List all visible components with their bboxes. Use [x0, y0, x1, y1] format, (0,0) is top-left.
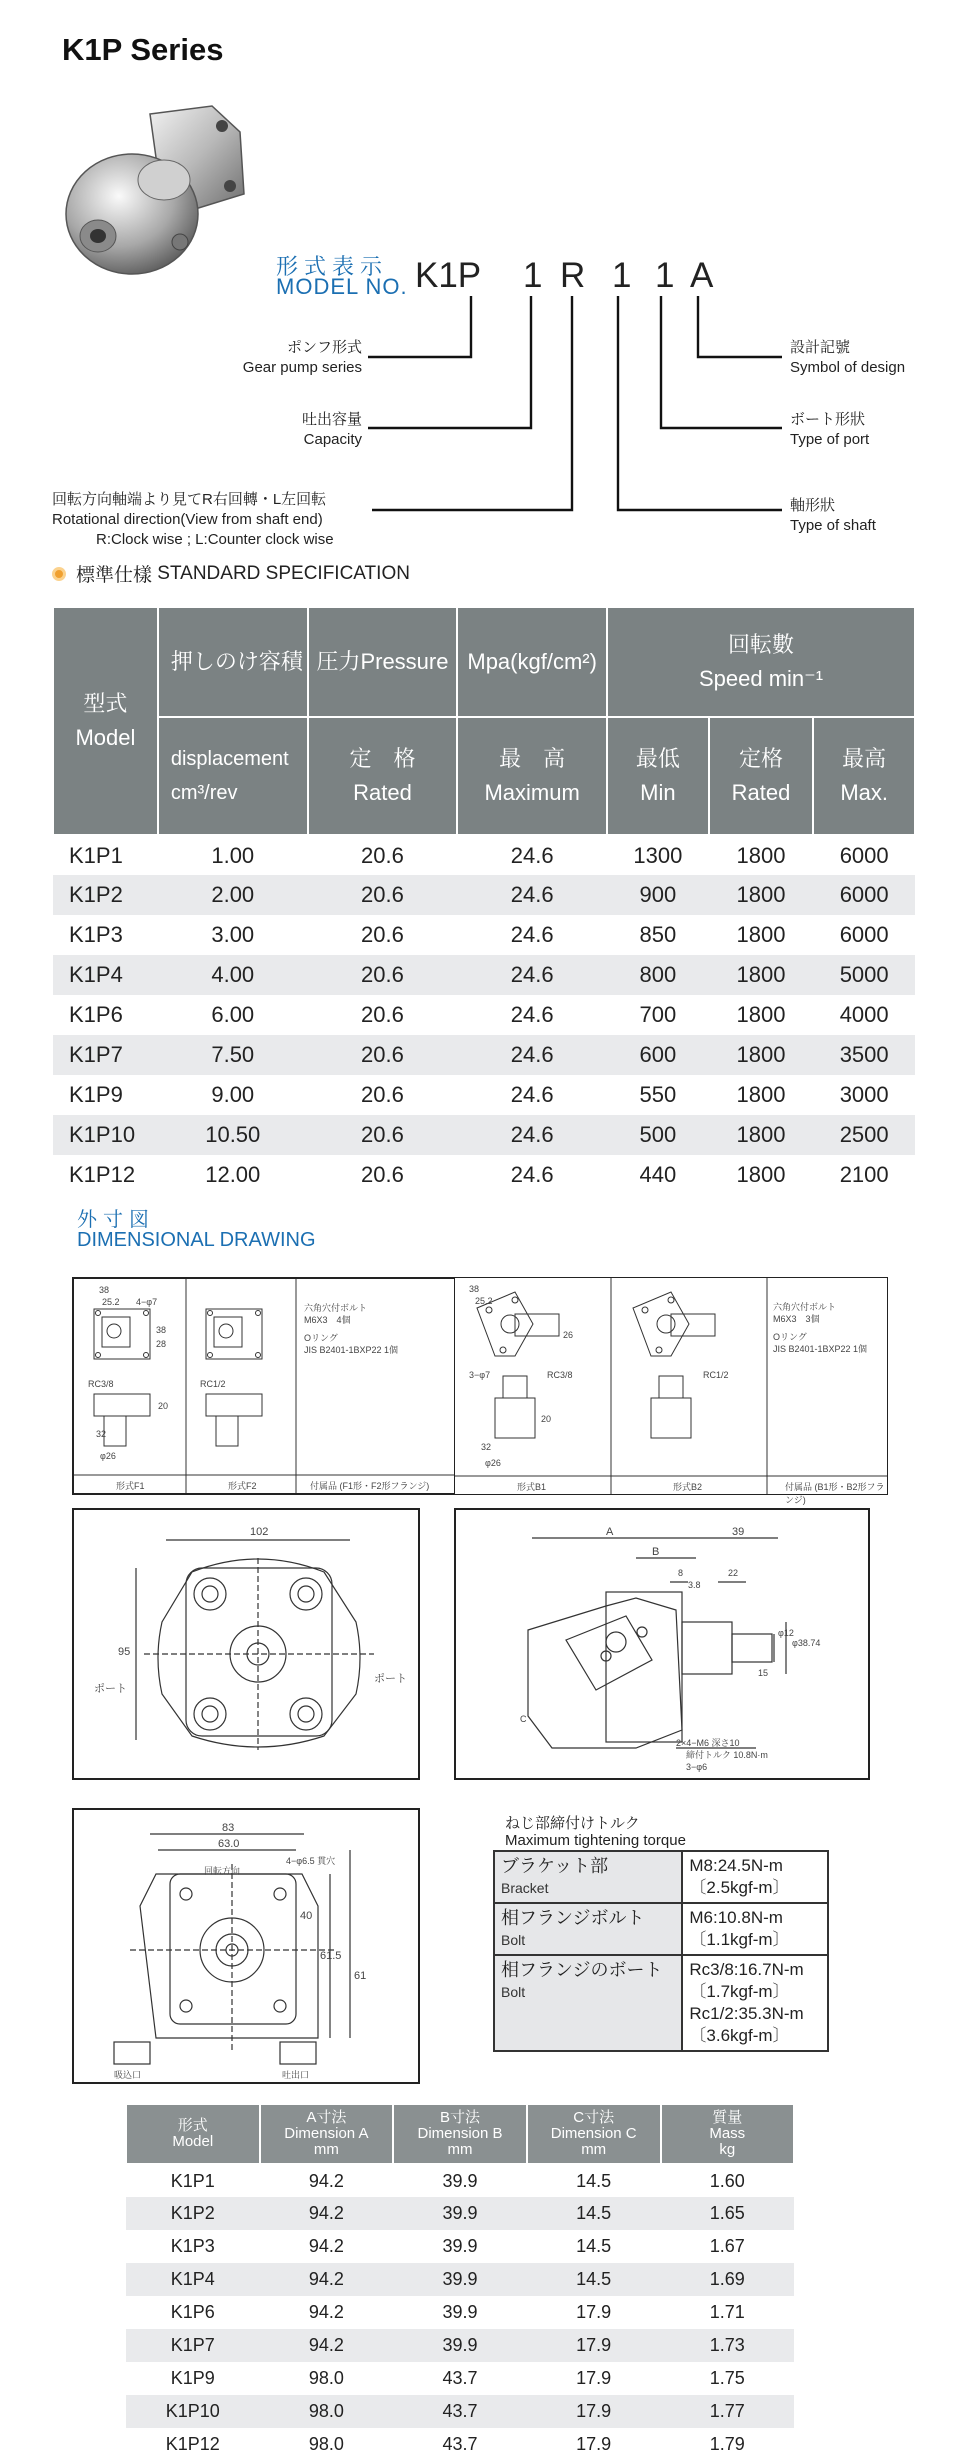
- dims-cell: 98.0: [260, 2395, 394, 2428]
- spec-cell: 24.6: [457, 1035, 607, 1075]
- spec-cell: 20.6: [308, 835, 458, 875]
- label-port: ボート形狀 Type of port: [790, 411, 870, 448]
- dims-cell: 14.5: [527, 2197, 661, 2230]
- dims-cell: 94.2: [260, 2263, 394, 2296]
- dims-cell: 39.9: [393, 2197, 527, 2230]
- label-capacity: 吐出容量 Capacity: [301, 411, 362, 448]
- dims-row: [126, 2428, 794, 2461]
- spec-cell: 2100: [813, 1155, 915, 1195]
- dims-header: 形式 Model: [126, 2104, 260, 2164]
- dims-header: 質量 Mass kg: [661, 2104, 794, 2164]
- dims-cell: K1P3: [126, 2230, 260, 2263]
- spec-cell: 2.00: [158, 875, 308, 915]
- spec-section-heading: 標準仕樣 STANDARD SPECIFICATION: [52, 560, 410, 587]
- code-part-rotation: R: [560, 256, 586, 295]
- dims-cell: 14.5: [527, 2230, 661, 2263]
- bullet-icon: [52, 567, 66, 581]
- spec-cell: 5000: [813, 955, 915, 995]
- dims-cell: 39.9: [393, 2263, 527, 2296]
- spec-cell: 7.50: [158, 1035, 308, 1075]
- torque-part: 相フランジのボート Bolt: [494, 1955, 682, 2051]
- page-title: K1P Series: [62, 32, 224, 67]
- col-model: 型式 Model: [53, 607, 158, 835]
- dims-cell: K1P12: [126, 2428, 260, 2461]
- spec-cell: 550: [607, 1075, 709, 1115]
- code-part-series: K1P: [415, 256, 482, 295]
- spec-cell: 1800: [709, 1155, 814, 1195]
- spec-cell: K1P7: [53, 1035, 158, 1075]
- torque-part: 相フランジボルト Bolt: [494, 1903, 682, 1955]
- dims-cell: 1.71: [661, 2296, 794, 2329]
- dims-row: [126, 2395, 794, 2428]
- flange-f-sketch: [74, 1279, 460, 1493]
- torque-row: [494, 1851, 828, 1903]
- spec-cell: 2500: [813, 1115, 915, 1155]
- code-part-port: 1: [655, 256, 675, 295]
- spec-cell: 24.6: [457, 1155, 607, 1195]
- spec-cell: 500: [607, 1115, 709, 1155]
- front-view-sketch: [74, 1510, 418, 1778]
- front-view-drawing: 102 95 ポート ポート: [72, 1508, 420, 1780]
- spec-row: [53, 1075, 915, 1115]
- col-displacement-unit: displacement cm³/rev: [158, 717, 308, 835]
- spec-cell: 9.00: [158, 1075, 308, 1115]
- dims-row: [126, 2197, 794, 2230]
- flange-b-drawing: 38 25.2 3−φ7 26 RC3/8 RC1/2 20 32 φ26 六角穴付ボルト M6X3 3個 Oリング JIS B2401-1BXP22 1個 形式B1 形式B2 付属品 (B1形・B2形フランジ): [454, 1277, 888, 1495]
- spec-table: [52, 606, 916, 1195]
- dims-cell: 94.2: [260, 2197, 394, 2230]
- torque-heading: ねじ部締付けトルク Maximum tightening torque: [505, 1815, 686, 1849]
- spec-cell: 1800: [709, 955, 814, 995]
- model-no-label: 形式表示 MODEL NO.: [276, 254, 408, 299]
- spec-cell: 10.50: [158, 1115, 308, 1155]
- dims-cell: 98.0: [260, 2362, 394, 2395]
- dims-cell: 1.69: [661, 2263, 794, 2296]
- spec-cell: 20.6: [308, 1155, 458, 1195]
- spec-cell: 1800: [709, 995, 814, 1035]
- spec-cell: 6000: [813, 835, 915, 875]
- spec-cell: K1P9: [53, 1075, 158, 1115]
- dims-row: [126, 2296, 794, 2329]
- dims-cell: 17.9: [527, 2329, 661, 2362]
- dims-cell: 1.60: [661, 2164, 794, 2197]
- spec-row: [53, 1115, 915, 1155]
- spec-cell: K1P3: [53, 915, 158, 955]
- dims-cell: 43.7: [393, 2428, 527, 2461]
- label-pump-series: ポンフ形式 Gear pump series: [242, 339, 362, 376]
- torque-value: M8:24.5N-m 〔2.5kgf-m〕: [682, 1851, 828, 1903]
- torque-value: M6:10.8N-m 〔1.1kgf-m〕: [682, 1903, 828, 1955]
- dims-row: [126, 2230, 794, 2263]
- dims-cell: K1P1: [126, 2164, 260, 2197]
- spec-cell: 24.6: [457, 955, 607, 995]
- dims-cell: 1.67: [661, 2230, 794, 2263]
- dims-row: [126, 2164, 794, 2197]
- dims-cell: K1P4: [126, 2263, 260, 2296]
- dims-cell: K1P2: [126, 2197, 260, 2230]
- spec-cell: 1300: [607, 835, 709, 875]
- spec-cell: 1800: [709, 875, 814, 915]
- spec-cell: 6.00: [158, 995, 308, 1035]
- spec-cell: 1800: [709, 1035, 814, 1075]
- col-mpa: Mpa(kgf/cm²): [457, 607, 607, 717]
- spec-cell: 20.6: [308, 875, 458, 915]
- code-part-design: A: [690, 256, 714, 295]
- label-shaft: 軸形狀 Type of shaft: [790, 497, 876, 534]
- spec-cell: 20.6: [308, 995, 458, 1035]
- dims-cell: 94.2: [260, 2164, 394, 2197]
- torque-row: [494, 1903, 828, 1955]
- dims-cell: 39.9: [393, 2164, 527, 2197]
- dims-row: [126, 2329, 794, 2362]
- spec-cell: 4.00: [158, 955, 308, 995]
- spec-cell: 12.00: [158, 1155, 308, 1195]
- col-speed: 回転數 Speed min⁻¹: [607, 607, 915, 717]
- spec-cell: 850: [607, 915, 709, 955]
- dims-header: B寸法 Dimension B mm: [393, 2104, 527, 2164]
- spec-cell: 800: [607, 955, 709, 995]
- spec-cell: K1P4: [53, 955, 158, 995]
- spec-cell: K1P12: [53, 1155, 158, 1195]
- spec-cell: 24.6: [457, 995, 607, 1035]
- code-connector-lines: [0, 0, 960, 560]
- dims-cell: 94.2: [260, 2329, 394, 2362]
- code-part-shaft: 1: [612, 256, 632, 295]
- spec-cell: 900: [607, 875, 709, 915]
- spec-cell: 1.00: [158, 835, 308, 875]
- spec-cell: 24.6: [457, 835, 607, 875]
- dims-cell: 17.9: [527, 2296, 661, 2329]
- spec-cell: K1P2: [53, 875, 158, 915]
- col-speed-rated: 定格 Rated: [709, 717, 814, 835]
- rear-view-sketch: [74, 1810, 418, 2082]
- spec-cell: 440: [607, 1155, 709, 1195]
- torque-table: [493, 1850, 829, 2052]
- dims-cell: 1.65: [661, 2197, 794, 2230]
- spec-cell: K1P10: [53, 1115, 158, 1155]
- col-speed-max: 最高 Max.: [813, 717, 915, 835]
- spec-row: [53, 875, 915, 915]
- dims-cell: 1.75: [661, 2362, 794, 2395]
- dims-cell: 39.9: [393, 2230, 527, 2263]
- dims-cell: 1.79: [661, 2428, 794, 2461]
- spec-cell: 1800: [709, 1115, 814, 1155]
- spec-cell: 3.00: [158, 915, 308, 955]
- torque-row: [494, 1955, 828, 2051]
- flange-f-drawing: 38 25.2 4−φ7 38 28 RC3/8 RC1/2 20 32 φ26 六角穴付ボルト M6X3 4個 Oリング JIS B2401-1BXP22 1個 形式F1 形式F2 付属品 (F1形・F2形フランジ): [72, 1277, 462, 1495]
- col-pressure: 圧力Pressure: [308, 607, 458, 717]
- col-speed-min: 最低 Min: [607, 717, 709, 835]
- dims-cell: 98.0: [260, 2428, 394, 2461]
- col-maximum: 最 高 Maximum: [457, 717, 607, 835]
- dims-cell: 1.77: [661, 2395, 794, 2428]
- dims-row: [126, 2362, 794, 2395]
- dimensions-table: [125, 2103, 795, 2461]
- spec-cell: 24.6: [457, 915, 607, 955]
- dims-cell: K1P7: [126, 2329, 260, 2362]
- spec-cell: K1P1: [53, 835, 158, 875]
- spec-row: [53, 835, 915, 875]
- spec-cell: 24.6: [457, 875, 607, 915]
- spec-cell: 20.6: [308, 1035, 458, 1075]
- spec-row: [53, 1035, 915, 1075]
- torque-part: ブラケット部 Bracket: [494, 1851, 682, 1903]
- dims-cell: 43.7: [393, 2362, 527, 2395]
- spec-cell: 700: [607, 995, 709, 1035]
- label-design: 設計記號 Symbol of design: [790, 339, 906, 376]
- dims-cell: K1P10: [126, 2395, 260, 2428]
- rear-view-drawing: 83 63.0 4−φ6.5 貫穴 回転方向 61.5 61 40 吸込口 吐出口: [72, 1808, 420, 2084]
- spec-cell: 1800: [709, 1075, 814, 1115]
- spec-cell: 600: [607, 1035, 709, 1075]
- spec-row: [53, 955, 915, 995]
- spec-cell: 4000: [813, 995, 915, 1035]
- spec-cell: 20.6: [308, 955, 458, 995]
- spec-cell: 20.6: [308, 915, 458, 955]
- dims-row: [126, 2263, 794, 2296]
- dims-header: C寸法 Dimension C mm: [527, 2104, 661, 2164]
- spec-row: [53, 1155, 915, 1195]
- dims-cell: 39.9: [393, 2329, 527, 2362]
- dims-cell: 94.2: [260, 2230, 394, 2263]
- dims-cell: 14.5: [527, 2164, 661, 2197]
- spec-cell: 6000: [813, 875, 915, 915]
- spec-cell: 6000: [813, 915, 915, 955]
- col-rated: 定 格 Rated: [308, 717, 458, 835]
- dims-cell: 17.9: [527, 2395, 661, 2428]
- side-view-drawing: A B 39 8 3.8 22 φ12 φ38.74 15 2×4−M6 深さ10 締付トルク 10.8N·m 3−φ6 C: [454, 1508, 870, 1780]
- spec-cell: 20.6: [308, 1115, 458, 1155]
- dims-cell: 94.2: [260, 2296, 394, 2329]
- spec-row: [53, 915, 915, 955]
- torque-value: Rc3/8:16.7N-m 〔1.7kgf-m〕 Rc1/2:35.3N-m 〔3.6kgf-m〕: [682, 1955, 828, 2051]
- spec-cell: 24.6: [457, 1115, 607, 1155]
- drawing-heading: 外寸図 DIMENSIONAL DRAWING: [77, 1209, 316, 1251]
- dims-cell: K1P9: [126, 2362, 260, 2395]
- dims-cell: 43.7: [393, 2395, 527, 2428]
- spec-cell: 20.6: [308, 1075, 458, 1115]
- label-rotation: 回転方向軸端より見てR右回轉・L左回転 Rotational direction(View from shaft end) R:Clock wise ; L:Counter clock wise: [52, 491, 334, 548]
- code-part-capacity: 1: [523, 256, 543, 295]
- dims-cell: 17.9: [527, 2362, 661, 2395]
- spec-cell: 3000: [813, 1075, 915, 1115]
- dims-cell: K1P6: [126, 2296, 260, 2329]
- dims-header: A寸法 Dimension A mm: [260, 2104, 394, 2164]
- spec-cell: 24.6: [457, 1075, 607, 1115]
- dims-cell: 17.9: [527, 2428, 661, 2461]
- col-displacement: 押しのけ容積: [158, 607, 308, 717]
- spec-cell: 3500: [813, 1035, 915, 1075]
- dims-cell: 39.9: [393, 2296, 527, 2329]
- spec-cell: 1800: [709, 835, 814, 875]
- spec-cell: 1800: [709, 915, 814, 955]
- dims-cell: 1.73: [661, 2329, 794, 2362]
- spec-row: [53, 995, 915, 1035]
- spec-cell: K1P6: [53, 995, 158, 1035]
- dims-cell: 14.5: [527, 2263, 661, 2296]
